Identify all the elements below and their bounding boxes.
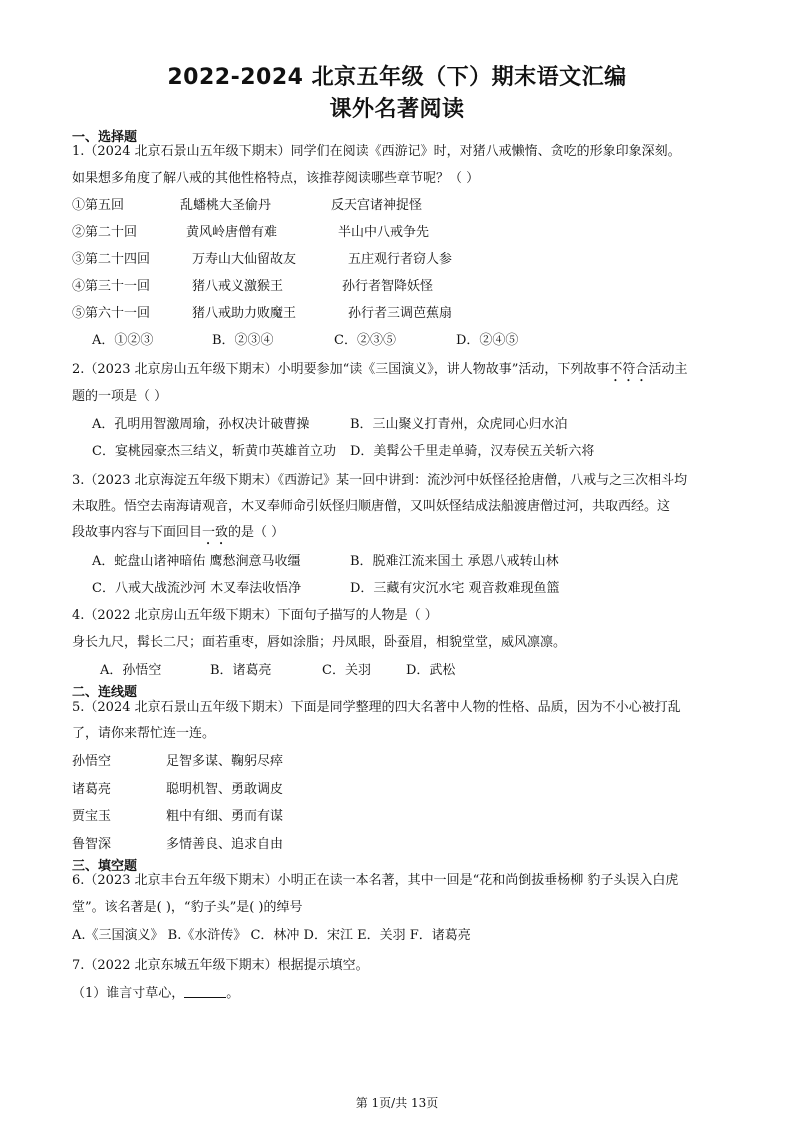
q5-row3-name: 贾宝玉 <box>72 809 112 824</box>
q4-option-c: C．关羽 <box>322 663 371 678</box>
q1-row3-chapter: ③第二十四回 <box>72 252 151 267</box>
q5-row1-name: 孙悟空 <box>72 754 112 769</box>
q2-line1-b: 活动主 <box>648 362 688 377</box>
q2-line2: 题的一项是（ ） <box>72 389 168 404</box>
q1-row5-title-a: 猪八戒助力败魔王 <box>192 306 297 321</box>
q4-option-a: A．孙悟空 <box>100 663 162 678</box>
q1-row5-chapter: ⑤第六十一回 <box>72 306 151 321</box>
page-title: 2022-2024 北京五年级（下）期末语文汇编 <box>167 65 627 90</box>
page-number: 第 1页/共 13页 <box>355 1096 439 1110</box>
q2-line1 <box>72 361 687 385</box>
q3-line3 <box>72 524 284 548</box>
q4-option-d: D．武松 <box>406 663 456 678</box>
q1-option-d: D．②④⑤ <box>456 333 519 348</box>
q3-option-a: A．蛇盘山诸神暗佑 鹰愁涧意马收缰 <box>92 554 301 569</box>
q2-option-a: A．孔明用智激周瑜，孙权决计破曹操 <box>92 417 310 432</box>
q4-line2: 身长九尺，髯长二尺；面若重枣，唇如涂脂；丹凤眼，卧蚕眉，相貌堂堂，威风凛凛。 <box>72 635 567 650</box>
q2-option-d: D．美髯公千里走单骑，汉寿侯五关斩六将 <box>350 444 595 459</box>
q1-row1-title-b: 反天宫诸神捉怪 <box>331 198 423 213</box>
q1-row2-title-a: 黄风岭唐僧有难 <box>186 225 278 240</box>
q2-option-c: C．宴桃园豪杰三结义，斩黄巾英雄首立功 <box>92 444 336 459</box>
answer-blank[interactable] <box>184 985 226 998</box>
q2-option-b: B．三山聚义打青州，众虎同心归水泊 <box>350 417 568 432</box>
q1-row2-title-b: 半山中八戒争先 <box>338 225 430 240</box>
q1-option-c: C．②③⑤ <box>334 333 396 348</box>
q5-row2-name: 诸葛亮 <box>72 782 112 797</box>
q5-line1: 5.（2024 北京石景山五年级下期末）下面是同学整理的四大名著中人物的性格、品质，因为不小心被打乱 <box>72 700 681 715</box>
q6-options: A.《三国演义》 B.《水浒传》 C．林冲 D．宋江 E．关羽 F．诸葛亮 <box>72 928 471 943</box>
q2-line1-emphasis: 不符合 <box>609 362 649 377</box>
q5-line2: 了，请你来帮忙连一连。 <box>72 726 216 741</box>
q3-line3-emphasis: 一致 <box>202 525 229 540</box>
q1-row1-title-a: 乱蟠桃大圣偷丹 <box>180 198 272 213</box>
q3-line2: 未取胜。悟空去南海请观音，木叉奉师命引妖怪归顺唐僧，又叫妖怪结成法船渡唐僧过河，共取西经。这 <box>72 499 671 514</box>
q7-sub1-b: 。 <box>226 986 240 1001</box>
q3-line3-a: 段故事内容与下面回目 <box>72 525 203 540</box>
q1-row5-title-b: 孙行者三调芭蕉扇 <box>348 306 453 321</box>
q1-row4-title-b: 孙行者智降妖怪 <box>342 279 434 294</box>
q1-line1: 1.（2024 北京石景山五年级下期末）同学们在阅读《西游记》时，对猪八戒懒惰、贪吃的形象印象深刻。 <box>72 144 681 159</box>
q7-line1: 7.（2022 北京东城五年级下期末）根据提示填空。 <box>72 958 369 973</box>
q3-line1: 3.（2023 北京海淀五年级下期末）《西游记》某一回中讲到：流沙河中妖怪径抢唐僧，八戒与之三次相斗均 <box>72 473 688 488</box>
q5-row3-trait: 粗中有细、勇而有谋 <box>166 809 284 824</box>
q1-row2-chapter: ②第二十回 <box>72 225 138 240</box>
q1-row1-chapter: ①第五回 <box>72 198 125 213</box>
q1-line2: 如果想多角度了解八戒的其他性格特点，该推荐阅读哪些章节呢？（ ） <box>72 171 480 186</box>
section-heading-matching: 二、连线题 <box>72 685 138 700</box>
q3-option-b: B．脱难江流来国土 承恩八戒转山林 <box>350 554 559 569</box>
section-heading-fill: 三、填空题 <box>72 859 138 874</box>
q1-row4-title-a: 猪八戒义激猴王 <box>192 279 284 294</box>
q6-line1: 6.（2023 北京丰台五年级下期末）小明正在读一本名著，其中一回是“花和尚倒拔垂杨柳 豹子头误入白虎 <box>72 873 679 888</box>
q7-sub1-a: （1）谁言寸草心， <box>72 986 185 1001</box>
q5-row2-trait: 聪明机智、勇敢调皮 <box>166 782 284 797</box>
q3-line3-b: 的是（ ） <box>228 525 285 540</box>
page-subtitle: 课外名著阅读 <box>329 97 465 122</box>
q3-option-c: C．八戒大战流沙河 木叉奉法收悟净 <box>92 581 302 596</box>
q6-line2: 堂”。该名著是( )，“豹子头”是( )的绰号 <box>72 900 303 915</box>
q7-sub1 <box>72 985 239 1003</box>
q5-row1-trait: 足智多谋、鞠躬尽瘁 <box>166 754 284 769</box>
q3-option-d: D．三藏有灾沉水宅 观音救难现鱼篮 <box>350 581 560 596</box>
q1-row3-title-b: 五庄观行者窃人参 <box>348 252 453 267</box>
q1-option-a: A．①②③ <box>92 333 154 348</box>
q5-row4-trait: 多情善良、追求自由 <box>166 837 284 852</box>
q4-option-b: B．诸葛亮 <box>210 663 272 678</box>
q2-line1-a: 2.（2023 北京房山五年级下期末）小明要参加“读《三国演义》，讲人物故事”活动，下列故事 <box>72 362 610 377</box>
q4-line1: 4.（2022 北京房山五年级下期末）下面句子描写的人物是（ ） <box>72 608 438 623</box>
section-heading-choice: 一、选择题 <box>72 130 138 145</box>
q1-option-b: B．②③④ <box>212 333 274 348</box>
q1-row3-title-a: 万寿山大仙留故友 <box>192 252 297 267</box>
q1-row4-chapter: ④第三十一回 <box>72 279 151 294</box>
q5-row4-name: 鲁智深 <box>72 837 112 852</box>
